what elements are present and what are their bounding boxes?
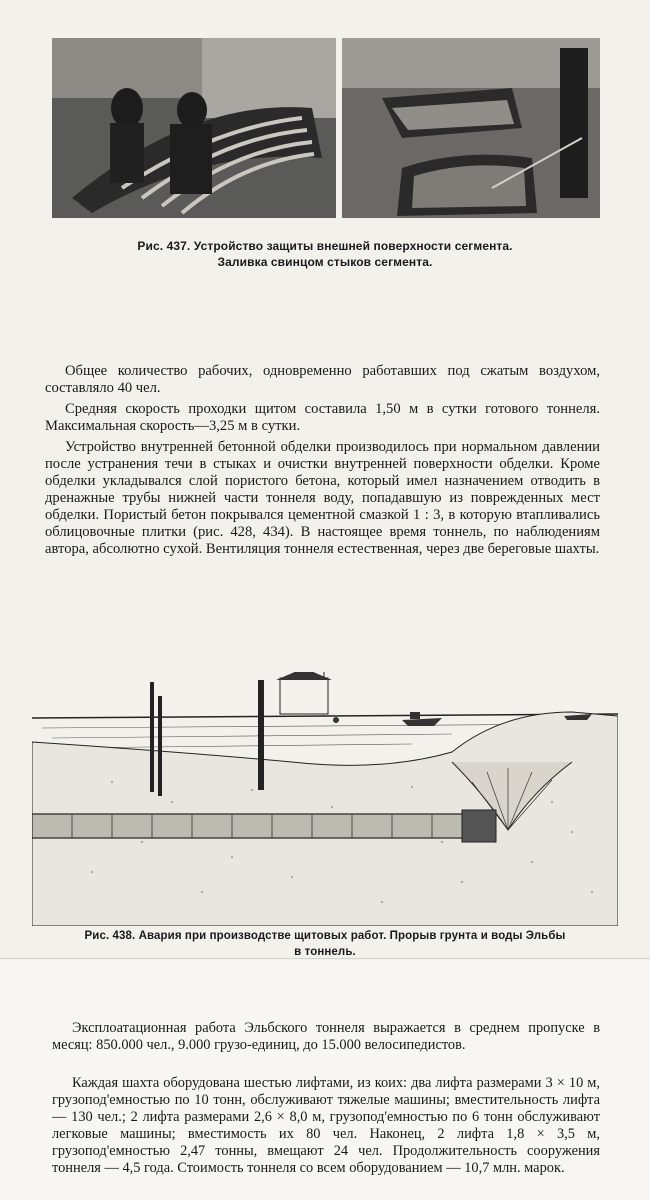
figure-437-photo-left: [52, 38, 336, 218]
figure-438-caption: [32, 928, 618, 960]
figure-437-caption-line2: Заливка свинцом стыков сегмента.: [217, 255, 433, 269]
figure-437-caption: [60, 238, 590, 270]
figure-437-caption-line1: Рис. 437. Устройство защиты внешней поверхности сегмента.: [137, 239, 513, 253]
paragraph-lining: Устройство внутренней бетонной обделки производилось при нормальном давлении после устранения течи в стыках и очистки внутренней поверхности обделки. Кроме обделки укладывался слой пористого бетона, который имел назначением отводить в дренажные трубы нижней части тоннеля воду, попадавшую из поврежденных мест обделки. Пористый бетон покрывался цементной смазкой 1 : 3, в которую втапливались облицовочные плитки (рис. 428, 434). В настоящее время тоннель, по наблюдениям автора, абсолютно сухой. Вентиляция тоннеля естественная, через две береговые шахты.: [45, 439, 600, 557]
paragraph-lifts: Каждая шахта оборудована шестью лифтами, из коих: два лифта размерами 3 × 10 м, грузопод'емностью по 10 тонн, обслуживают тяжелые машины; вместительность лифта — 130 чел.; 2 лифта размерами 2,6 × 8,0 м, грузопод'емностью по 6 тонн обслуживают легковые машины; вместимость их 80 чел. Наконец, 2 лифта 1,8 × 3,5 м, грузопод'емностью 2,47 тонны, вмещают 24 чел. Продолжительность сооружения тоннеля — 4,5 года. Стоимость тоннеля со всем оборудованием — 10,7 млн. марок.: [52, 1075, 600, 1176]
paragraph-speed: Средняя скорость проходки щитом составила 1,50 м в сутки готового тоннеля. Максимальная скорость—3,25 м в сутки.: [45, 401, 600, 434]
figure-438-caption-line1: Рис. 438. Авария при производстве щитовых работ. Прорыв грунта и воды Эльбы: [84, 930, 566, 942]
figure-437-photo-right: [342, 38, 600, 218]
figure-438-illustration: [32, 672, 618, 926]
paragraph-operation: Эксплоатационная работа Эльбского тоннеля выражается в среднем пропуске в месяц: 850.000 чел., 9.000 грузо-единиц, до 15.000 велосипедистов.: [52, 1020, 600, 1053]
figure-438-caption-line2: в тоннель.: [294, 946, 356, 958]
paragraph-workers: Общее количество рабочих, одновременно работавших под сжатым воздухом, составляло 40 чел.: [45, 363, 600, 396]
